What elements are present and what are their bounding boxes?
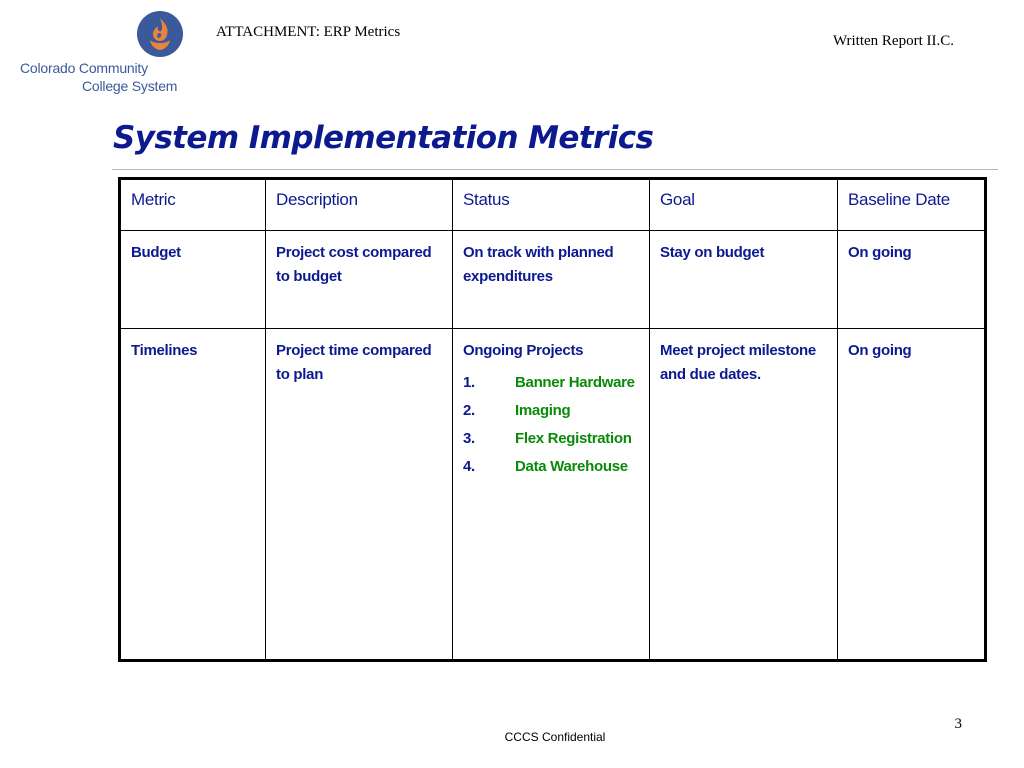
list-item-number: 4. [463,458,475,475]
column-header-baseline-date: Baseline Date [838,179,986,231]
list-item [463,371,639,395]
cell-baseline-date: On going [838,231,986,329]
list-item-number: 3. [463,430,475,447]
attachment-label: ATTACHMENT: ERP Metrics [216,24,401,40]
list-item-label: Imaging [515,402,571,419]
column-header-status: Status [453,179,650,231]
page-number: 3 [954,716,962,732]
status-list-heading: Ongoing Projects [463,342,584,359]
cell-goal: Stay on budget [650,231,838,329]
list-item-label: Flex Registration [515,430,632,447]
cell-status [453,329,650,661]
cell-metric: Budget [120,231,266,329]
logo-wordmark [20,60,177,96]
column-header-goal: Goal [650,179,838,231]
list-item [463,427,639,451]
cell-baseline-date: On going [838,329,986,661]
cell-goal: Meet project milestone and due dates. [650,329,838,661]
table-row [120,329,986,661]
list-item [463,455,639,479]
ongoing-projects-list [463,371,639,479]
cell-description: Project cost compared to budget [266,231,453,329]
column-header-metric: Metric [120,179,266,231]
flame-logo-icon [136,10,184,58]
ccc-system-logo [18,8,198,108]
cell-metric: Timelines [120,329,266,661]
title-divider [112,169,998,170]
logo-line-2: College System [82,77,178,94]
report-reference: Written Report II.C. [832,33,954,49]
table-header-row [120,179,986,231]
metrics-table [118,177,987,662]
confidential-footer: CCCS Confidential [504,730,606,744]
column-header-description: Description [266,179,453,231]
list-item-number: 2. [463,402,475,419]
logo-line-1: Colorado Community [20,60,148,76]
list-item-label: Data Warehouse [515,458,628,475]
list-item-label: Banner Hardware [515,374,635,391]
cell-status: On track with planned expenditures [453,231,650,329]
list-item-number: 1. [463,374,475,391]
list-item [463,399,639,423]
table-row [120,231,986,329]
cell-description: Project time compared to plan [266,329,453,661]
page-title: System Implementation Metrics [113,120,654,156]
